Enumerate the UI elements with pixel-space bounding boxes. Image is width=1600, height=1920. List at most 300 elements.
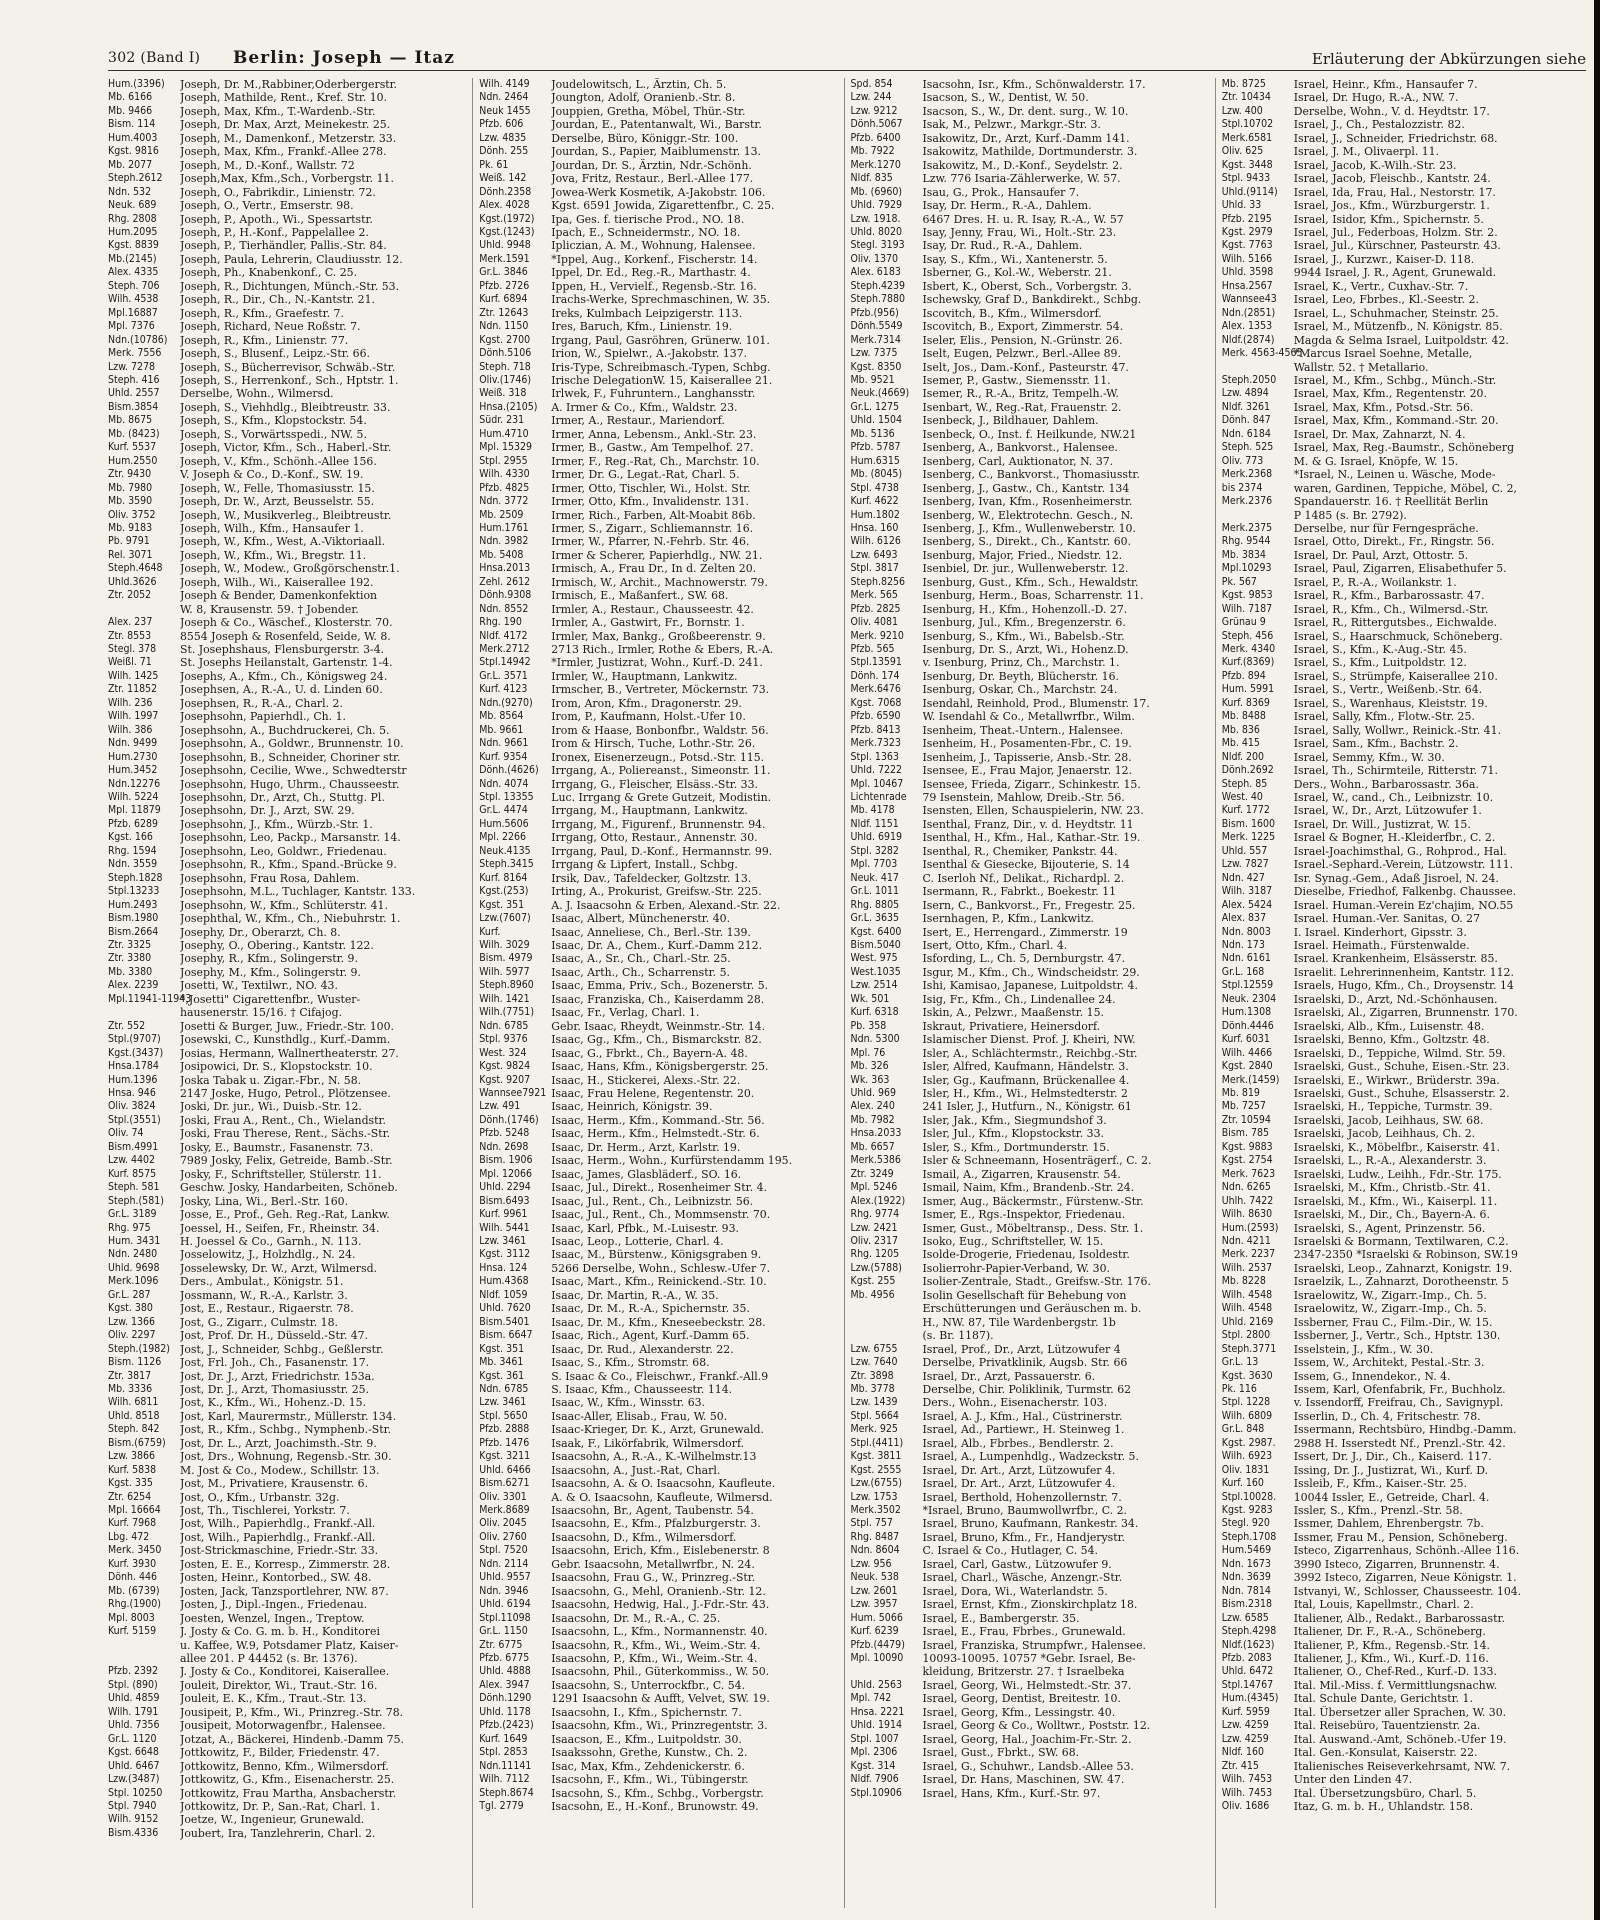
entry-text: Jottkowitz, Dr. P., San.-Rat, Charl. 1. xyxy=(180,1800,381,1813)
phone-exchange-code: Lzw.(5788) xyxy=(850,1261,902,1274)
entry-text: Isler, Gg., Kaufmann, Brückenallee 4. xyxy=(922,1073,1130,1087)
directory-entry xyxy=(851,1248,1211,1261)
directory-entry xyxy=(479,91,839,104)
entry-text: Irmer, Rich., Farben, Alt-Moabit 86b. xyxy=(551,508,756,522)
phone-exchange-code: Kgst. 2754 xyxy=(1221,1154,1273,1167)
phone-exchange-code: Lzw. 4894 xyxy=(1221,387,1269,400)
entry-text: Isr. Synag.-Gem., Adaß Jisroel, N. 24. xyxy=(1293,871,1499,885)
phone-exchange-code: Ndn. 9661 xyxy=(479,737,529,750)
directory-entry xyxy=(479,1423,839,1436)
phone-exchange-code: Wilh. 3029 xyxy=(479,939,530,951)
entry-text: Jost, Th., Tischlerei, Yorkstr. 7. xyxy=(180,1504,350,1518)
phone-exchange-code: Pfzb. 2825 xyxy=(850,602,901,615)
phone-exchange-code: Mb. 6657 xyxy=(850,1140,895,1153)
phone-exchange-code: Wilh. 5224 xyxy=(108,791,159,804)
phone-exchange-code: Kgst. 9283 xyxy=(1221,1504,1273,1517)
phone-exchange-code: Lzw. 7375 xyxy=(850,347,898,360)
phone-exchange-code: Stpl. 3817 xyxy=(850,562,899,575)
entry-text: Isak, M., Pelzwr., Markgr.-Str. 3. xyxy=(922,118,1101,132)
entry-text: Joska Tabak u. Zigar.-Fbr., N. 58. xyxy=(180,1073,362,1087)
phone-exchange-code: Ndn. 6265 xyxy=(1221,1181,1271,1194)
entry-text: Isensee, Frieda, Zigarr., Schinkestr. 15. xyxy=(922,777,1141,791)
directory-entry xyxy=(479,132,839,145)
phone-exchange-code: Stpl. 1363 xyxy=(850,750,899,763)
directory-entry xyxy=(108,522,468,535)
phone-exchange-code: Hum.4368 xyxy=(479,1275,529,1288)
entry-text: Joseph, Ph., Knabenkonf., C. 25. xyxy=(180,266,358,280)
entry-text: Italiener, P., Kfm., Regensb.-Str. 14. xyxy=(1293,1638,1490,1652)
directory-entry xyxy=(1222,831,1582,844)
phone-exchange-code: Uhld. 9698 xyxy=(108,1261,160,1274)
phone-exchange-code: Kgst. 2700 xyxy=(479,333,531,346)
directory-entry xyxy=(479,804,839,817)
phone-exchange-code: Merk. 4563-4565 xyxy=(1221,347,1303,360)
entry-text: 8554 Joseph & Rosenfeld, Seide, W. 8. xyxy=(180,629,391,643)
entry-text: 241 Isler, J., Hutfurn., N., Königstr. 61 xyxy=(922,1100,1132,1114)
directory-entry xyxy=(1222,387,1582,400)
entry-text: Ismer, Aug., Bäckermstr., Fürstenw.-Str. xyxy=(922,1194,1144,1208)
entry-text: Israelski, Jacob, Leihhaus, Ch. 2. xyxy=(1293,1127,1476,1141)
directory-entry xyxy=(851,831,1211,844)
entry-text: W. 8, Krausenstr. 59. † Jobender. xyxy=(180,602,359,616)
entry-text: Issermann, Rechtsbüro, Hindbg.-Damm. xyxy=(1293,1423,1517,1437)
directory-entry xyxy=(479,428,839,441)
phone-exchange-code xyxy=(108,1006,180,1019)
directory-entry xyxy=(851,1181,1211,1194)
entry-text: Josephsohn, W., Kfm., Schlüterstr. 41. xyxy=(180,898,388,912)
directory-entry xyxy=(108,172,468,185)
directory-entry xyxy=(851,213,1211,226)
entry-text: Issleib, F., Kfm., Kaiser.-Str. 25. xyxy=(1293,1477,1468,1491)
phone-exchange-code: Hum.1802 xyxy=(850,508,900,521)
entry-text: Italiener, O., Chef-Red., Kurf.-D. 133. xyxy=(1293,1665,1497,1679)
entry-text: Isaac, Albert, Münchenerstr. 40. xyxy=(551,912,731,926)
entry-text: Israel, Georg, Dentist, Breitestr. 10. xyxy=(922,1692,1121,1706)
entry-text: Isenburg, Herm., Boas, Scharrenstr. 11. xyxy=(922,589,1144,603)
phone-exchange-code: West. 324 xyxy=(479,1046,527,1059)
directory-entry xyxy=(1222,643,1582,656)
directory-entry xyxy=(108,293,468,306)
directory-entry xyxy=(851,1706,1211,1719)
entry-text: J. Josty & Co., Konditorei, Kaiserallee. xyxy=(180,1665,390,1679)
entry-text: Isler, Jak., Kfm., Siegmundshof 3. xyxy=(922,1113,1107,1127)
entry-text: Irmisch, E., Maßanfert., SW. 68. xyxy=(551,589,729,603)
phone-exchange-code: Wannsee43 xyxy=(1221,293,1277,306)
entry-text: Joseph, Max, Kfm., Frankf.-Allee 278. xyxy=(180,145,387,159)
phone-exchange-code: Stpl.10702 xyxy=(1221,118,1274,131)
directory-entry xyxy=(1222,952,1582,965)
directory-entry xyxy=(851,253,1211,266)
directory-entry xyxy=(479,697,839,710)
entry-text: Israelski, Leop., Zahnarzt, Konigstr. 19. xyxy=(1293,1261,1513,1275)
phone-exchange-code: Ndn. 173 xyxy=(1221,939,1265,951)
directory-entry xyxy=(479,1100,839,1113)
phone-exchange-code: Ndn. 3946 xyxy=(479,1584,529,1597)
directory-entry xyxy=(479,1020,839,1033)
entry-text: Israel. Human.-Verein Ez'chajim, NO.55 xyxy=(1293,898,1514,912)
entry-text: Israel, R., Kfm., Ch., Wilmersd.-Str. xyxy=(1293,602,1489,616)
phone-exchange-code: Dönh. 847 xyxy=(1221,414,1271,427)
phone-exchange-code: Steph.(581) xyxy=(108,1194,164,1207)
directory-entry xyxy=(108,1598,468,1611)
phone-exchange-code: Mb. (8045) xyxy=(850,468,903,481)
directory-entry xyxy=(108,1114,468,1127)
directory-entry xyxy=(851,1544,1211,1557)
directory-entry xyxy=(479,1464,839,1477)
entry-text: Jottkowitz, Frau Martha, Ansbacherstr. xyxy=(180,1786,397,1800)
entry-text: Israelski, Gust., Schuhe, Elsasserstr. 2. xyxy=(1293,1086,1510,1100)
directory-entry xyxy=(1222,697,1582,710)
entry-text: Joseph, S., Vorwärtsspedi., NW. 5. xyxy=(180,427,367,441)
entry-text: Isler, S., Kfm., Dortmunderstr. 15. xyxy=(922,1140,1110,1154)
entry-text: C. Israel & Co., Hutlager, C. 54. xyxy=(922,1544,1098,1558)
directory-entry xyxy=(479,562,839,575)
entry-text: Israelski, L., R.-A., Alexanderstr. 3. xyxy=(1293,1154,1487,1168)
directory-entry xyxy=(108,993,468,1006)
directory-entry xyxy=(851,1222,1211,1235)
entry-text: A. & O. Isaacsohn, Kaufleute, Wilmersd. xyxy=(551,1490,773,1504)
abbreviation-note: Erläuterung der Abkürzungen siehe xyxy=(1311,50,1586,68)
entry-text: Israel & Bogner, H.-Kleiderfbr., C. 2. xyxy=(1293,831,1496,845)
phone-exchange-code: Kgst. 2840 xyxy=(1221,1060,1273,1073)
directory-entry xyxy=(851,683,1211,696)
directory-entry xyxy=(851,1074,1211,1087)
entry-text: Isakowitz, Mathilde, Dortmunderstr. 3. xyxy=(922,145,1138,159)
phone-exchange-code: Lzw. 491 xyxy=(479,1100,521,1113)
directory-entry xyxy=(851,858,1211,871)
phone-exchange-code: Ztr. 3817 xyxy=(108,1369,152,1382)
directory-entry xyxy=(1222,1114,1582,1127)
phone-exchange-code: Gr.L. 1150 xyxy=(479,1625,528,1638)
directory-entry xyxy=(479,1410,839,1423)
entry-text: Isteco, Zigarrenhaus, Schönh.-Allee 116. xyxy=(1293,1544,1520,1558)
directory-entry xyxy=(1222,872,1582,885)
phone-exchange-code: Stpl. 5664 xyxy=(850,1409,899,1422)
entry-text: Joseph, Wilh., Kfm., Hansaufer 1. xyxy=(180,521,364,535)
phone-exchange-code: Hnsa.2567 xyxy=(1221,279,1273,292)
directory-entry xyxy=(108,1746,468,1759)
phone-exchange-code: Ndn. 6184 xyxy=(1221,427,1271,440)
entry-text: 2147 Joske, Hugo, Petrol., Plötzensee. xyxy=(180,1086,391,1100)
phone-exchange-code: Mpl. 742 xyxy=(850,1692,892,1705)
entry-text: Isaac, W., Kfm., Winsstr. 63. xyxy=(551,1396,706,1410)
directory-entry xyxy=(1222,818,1582,831)
entry-text: Josephsohn, Leo, Goldwr., Friedenau. xyxy=(180,844,387,858)
phone-exchange-code: Wilh. 9152 xyxy=(108,1813,159,1826)
phone-exchange-code: Kurf. 6318 xyxy=(850,1006,899,1019)
directory-entry xyxy=(108,630,468,643)
entry-text: Isaakssohn, Grethe, Kunstw., Ch. 2. xyxy=(551,1746,748,1760)
entry-text: Jotzat, A., Bäckerei, Hindenb.-Damm 75. xyxy=(180,1732,404,1746)
entry-text: Isaacsohn, L., Kfm., Normannenstr. 40. xyxy=(551,1625,768,1639)
phone-exchange-code: Mb. 3778 xyxy=(850,1382,895,1395)
entry-text: Irrgang, A., Poliereanst., Simeonstr. 11. xyxy=(551,764,771,778)
phone-exchange-code: Wilh. 1421 xyxy=(479,992,530,1005)
entry-text: Ironex, Eisenerzeugn., Potsd.-Str. 115. xyxy=(551,750,765,764)
phone-exchange-code: Steph.1828 xyxy=(108,871,163,884)
phone-exchange-code: Neuk. 538 xyxy=(850,1571,899,1584)
directory-entry xyxy=(108,1074,468,1087)
phone-exchange-code: Rhg. 975 xyxy=(108,1221,151,1234)
phone-exchange-code: Ndn. 6785 xyxy=(479,1019,529,1032)
entry-text: Josephsen, A., R.-A., U. d. Linden 60. xyxy=(180,683,383,697)
entry-text: (s. Br. 1187). xyxy=(922,1329,994,1343)
phone-exchange-code: Lzw. 3461 xyxy=(479,1234,527,1247)
entry-text: Israelski, H., Teppiche, Turmstr. 39. xyxy=(1293,1100,1493,1114)
entry-text: Isaacsohn, Kfm., Wi., Prinzregentstr. 3. xyxy=(551,1719,768,1733)
directory-entry xyxy=(851,1410,1211,1423)
entry-text: Ital. Übersetzungsbüro, Charl. 5. xyxy=(1293,1786,1477,1800)
directory-entry xyxy=(1222,293,1582,306)
entry-text: Israel, W., cand., Ch., Leibnizstr. 10. xyxy=(1293,791,1494,805)
entry-text: Irmler, Max, Bankg., Großbeerenstr. 9. xyxy=(551,629,766,643)
phone-exchange-code: Wilh. 1997 xyxy=(108,710,159,723)
directory-entry xyxy=(479,213,839,226)
phone-exchange-code: Gr.L. 1011 xyxy=(850,885,900,898)
entry-text: Isler, H., Kfm., Wi., Helmstedterstr. 2 xyxy=(922,1086,1128,1100)
entry-text: Issem, Karl, Ofenfabrik, Fr., Buchholz. xyxy=(1293,1382,1506,1396)
directory-entry xyxy=(851,764,1211,777)
phone-exchange-code: Neuk. 2304 xyxy=(1221,992,1277,1005)
phone-exchange-code: Dönh. 446 xyxy=(108,1571,158,1584)
entry-text: Unter den Linden 47. xyxy=(1293,1773,1413,1787)
entry-text: Isaac-Aller, Elisab., Frau, W. 50. xyxy=(551,1409,728,1423)
phone-exchange-code: Dönh.4446 xyxy=(1221,1019,1274,1032)
entry-text: Israel, Georg, Kfm., Lessingstr. 40. xyxy=(922,1705,1116,1719)
directory-entry xyxy=(851,576,1211,589)
directory-entry xyxy=(1222,239,1582,252)
directory-entry xyxy=(851,387,1211,400)
entry-text: Israel, M., Kfm., Schbg., Münch.-Str. xyxy=(1293,373,1497,387)
entry-text: Josselowitz, J., Holzhdlg., N. 24. xyxy=(180,1248,356,1262)
entry-text: Josky, Lina, Wi., Berl.-Str. 160. xyxy=(180,1194,349,1208)
directory-entry xyxy=(479,387,839,400)
directory-entry xyxy=(1222,1423,1582,1436)
directory-entry xyxy=(1222,105,1582,118)
entry-text: Isenthal & Giesecke, Bijouterie, S. 14 xyxy=(922,858,1130,872)
entry-text: Iselt, Jos., Dam.-Konf., Pasteurstr. 47. xyxy=(922,360,1129,374)
directory-entry xyxy=(851,872,1211,885)
phone-exchange-code: Hum.(3396) xyxy=(108,78,165,90)
entry-text: Israel, Dr. Will., Justizrat, W. 15. xyxy=(1293,817,1471,831)
phone-exchange-code: Alex. 6183 xyxy=(850,266,901,279)
entry-text: Joseph, O., Fabrikdir., Linienstr. 72. xyxy=(180,185,376,199)
phone-exchange-code: Lzw. 4402 xyxy=(108,1154,156,1167)
phone-exchange-code: Ztr. 12643 xyxy=(479,306,529,319)
phone-exchange-code: Merk. 7623 xyxy=(1221,1167,1276,1180)
entry-text: Ital. Mil.-Miss. f. Vermittlungsnachw. xyxy=(1293,1678,1498,1692)
phone-exchange-code: Mpl. 11879 xyxy=(108,804,161,817)
directory-entry xyxy=(108,656,468,669)
directory-entry xyxy=(851,1558,1211,1571)
directory-entry xyxy=(479,1477,839,1490)
entry-text: Israel, S., Kfm., K.-Aug.-Str. 45. xyxy=(1293,643,1467,657)
entry-text: Isaac, Dr. Martin, R.-A., W. 35. xyxy=(551,1288,719,1302)
entry-text: Israel, Ad., Partiewr., H. Steinweg 1. xyxy=(922,1423,1125,1437)
phone-exchange-code: Merk.5386 xyxy=(850,1154,901,1167)
phone-exchange-code: Oliv. 2317 xyxy=(850,1234,898,1247)
phone-exchange-code: Hnsa.2033 xyxy=(850,1127,902,1140)
directory-entry xyxy=(479,710,839,723)
directory-entry xyxy=(108,1787,468,1800)
entry-text: Isaac, Heinrich, Königstr. 39. xyxy=(551,1100,713,1114)
directory-entry xyxy=(108,226,468,239)
directory-entry xyxy=(851,630,1211,643)
entry-text: Isaac, G., Fbrkt., Ch., Bayern-A. 48. xyxy=(551,1046,748,1060)
phone-exchange-code: Neuk 1455 xyxy=(479,104,531,117)
entry-text: Israelski, M., Dir., Ch., Bayern-A. 6. xyxy=(1293,1208,1490,1222)
directory-entry xyxy=(108,347,468,360)
directory-entry xyxy=(479,1127,839,1140)
entry-text: Jost, Dr. J., Arzt, Thomasiusstr. 25. xyxy=(180,1382,370,1396)
directory-entry xyxy=(108,145,468,158)
phone-exchange-code: Lichtenrade xyxy=(850,791,907,804)
phone-exchange-code: Uhld. 2557 xyxy=(108,387,160,400)
phone-exchange-code: Nldf. 835 xyxy=(850,172,893,185)
entry-text: Irom, Aron, Kfm., Dragonerstr. 29. xyxy=(551,696,742,710)
directory-entry xyxy=(851,172,1211,185)
directory-entry xyxy=(479,1706,839,1719)
phone-exchange-code: Wilh. 4548 xyxy=(1221,1288,1273,1301)
entry-text: Josephsohn, Leo, Packp., Marsanstr. 14. xyxy=(180,831,401,845)
entry-text: Israelski, E., Wirkwr., Brüderstr. 39a. xyxy=(1293,1073,1500,1087)
entry-text: Josias, Hermann, Wallnertheaterstr. 27. xyxy=(180,1046,399,1060)
entry-text: Joseph, P., Apoth., Wi., Spessartstr. xyxy=(180,212,373,226)
directory-entry xyxy=(108,1275,468,1288)
entry-text: Jottkowitz, Benno, Kfm., Wilmersdorf. xyxy=(180,1759,389,1773)
directory-entry xyxy=(851,1141,1211,1154)
directory-entry xyxy=(1222,1370,1582,1383)
entry-text: Isaac, Dr. M., R.-A., Spichernstr. 35. xyxy=(551,1302,750,1316)
phone-exchange-code: Pfzb. 565 xyxy=(850,643,895,656)
entry-text: 3990 Isteco, Zigarren, Brunnenstr. 4. xyxy=(1293,1557,1500,1571)
entry-text: Josephy, M., Kfm., Solingerstr. 9. xyxy=(180,965,361,979)
directory-entry xyxy=(851,1087,1211,1100)
entry-text: Isaacsohn, Frau G., W., Prinzreg.-Str. xyxy=(551,1571,756,1585)
entry-text: Jourdan, S., Papier, Maiblumenstr. 13. xyxy=(551,145,762,159)
entry-text: Israel, Bruno, Kfm., Fr., Handjerystr. xyxy=(922,1530,1126,1544)
entry-text: Irom, P., Kaufmann, Holst.-Ufer 10. xyxy=(551,710,746,724)
entry-text: Ital. Gen.-Konsulat, Kaiserstr. 22. xyxy=(1293,1746,1478,1760)
directory-entry xyxy=(479,1141,839,1154)
directory-entry xyxy=(1222,737,1582,750)
phone-exchange-code: Wilh. 3187 xyxy=(1221,885,1273,898)
entry-text: Isenberg, W., Elektrotechn. Gesch., N. xyxy=(922,508,1134,522)
directory-entry xyxy=(108,1168,468,1181)
phone-exchange-code: Lzw. 2514 xyxy=(850,979,898,992)
entry-text: Israel, Th., Schirmteile, Ritterstr. 71. xyxy=(1293,764,1498,778)
entry-text: Ders., Wohn., Eisenacherstr. 103. xyxy=(922,1396,1108,1410)
directory-entry xyxy=(108,710,468,723)
entry-text: Josten, Jack, Tanzsportlehrer, NW. 87. xyxy=(180,1584,389,1598)
directory-entry xyxy=(851,1639,1211,1652)
phone-exchange-code: Kgst. 351 xyxy=(479,1342,525,1355)
entry-text: A. Irmer & Co., Kfm., Waldstr. 23. xyxy=(551,400,738,414)
entry-text: Isert, E., Herrengard., Zimmerstr. 19 xyxy=(922,925,1128,939)
entry-text: Isaac, A., Sr., Ch., Charl.-Str. 25. xyxy=(551,952,731,966)
phone-exchange-code: Stpl.(9707) xyxy=(108,1033,161,1046)
entry-text: Joseph & Co., Wäschef., Klosterstr. 70. xyxy=(180,616,393,630)
directory-entry xyxy=(851,993,1211,1006)
phone-exchange-code: Steph.3771 xyxy=(1221,1342,1277,1355)
phone-exchange-code: Ndn. 6161 xyxy=(1221,952,1271,965)
directory-entry xyxy=(851,320,1211,333)
directory-entry xyxy=(1222,1531,1582,1544)
phone-exchange-code: Mpl. 76 xyxy=(850,1046,886,1059)
directory-entry xyxy=(851,495,1211,508)
phone-exchange-code: Mb. 2077 xyxy=(108,158,153,171)
phone-exchange-code: Tgl. 2779 xyxy=(479,1800,524,1812)
directory-entry xyxy=(851,1275,1211,1288)
entry-text: Joseph, W., Kfm., West, A.-Viktoriaall. xyxy=(180,535,386,549)
entry-text: Isaac, Dr. M., Kfm., Kneseebeckstr. 28. xyxy=(551,1315,766,1329)
entry-text: *Israel, Bruno, Baumwollwrfbr., C. 2. xyxy=(922,1504,1127,1518)
directory-entry xyxy=(1222,589,1582,602)
phone-exchange-code: Steph. 416 xyxy=(108,373,160,386)
phone-exchange-code: Nldf. 4172 xyxy=(479,629,528,642)
phone-exchange-code: Hum.2730 xyxy=(108,750,158,763)
phone-exchange-code: Ztr. 3898 xyxy=(850,1369,894,1382)
phone-exchange-code: Kurf. 1772 xyxy=(1221,804,1270,817)
entry-text: Israel, Sally, Wollwr., Reinick.-Str. 41. xyxy=(1293,723,1501,737)
phone-exchange-code: Kgst. 351 xyxy=(479,898,525,911)
phone-exchange-code: Lzw. 956 xyxy=(850,1557,892,1570)
entry-text: Isacsohn, Isr., Kfm., Schönwalderstr. 17. xyxy=(922,78,1146,91)
entry-text: Isenburg, Dr. S., Arzt, Wi., Hohenz.D. xyxy=(922,643,1129,657)
entry-text: Josselewsky, Dr. W., Arzt, Wilmersd. xyxy=(180,1261,378,1275)
entry-text: Israel. Human.-Ver. Sanitas, O. 27 xyxy=(1293,912,1481,926)
phone-exchange-code: Mb. 4956 xyxy=(850,1288,895,1301)
phone-exchange-code: Ndn. 9499 xyxy=(108,737,158,750)
entry-text: St. Josephs Heilanstalt, Gartenstr. 1-4. xyxy=(180,656,393,670)
directory-entry xyxy=(108,280,468,293)
entry-text: Isenberg, C., Bankvorst., Thomasiusstr. xyxy=(922,468,1140,482)
directory-entry xyxy=(1222,320,1582,333)
directory-entry xyxy=(479,858,839,871)
phone-exchange-code: Oliv. 1686 xyxy=(1221,1800,1270,1812)
entry-text: Josephsohn, J., Kfm., Würzb.-Str. 1. xyxy=(180,817,373,831)
directory-entry xyxy=(479,253,839,266)
phone-exchange-code: Mb. 5136 xyxy=(850,427,895,440)
directory-entry xyxy=(108,266,468,279)
directory-entry xyxy=(1222,401,1582,414)
entry-text: Israel, Max, Reg.-Baumstr., Schöneberg xyxy=(1293,441,1515,455)
directory-entry xyxy=(108,1517,468,1530)
phone-exchange-code: Oliv. 773 xyxy=(1221,454,1264,467)
phone-exchange-code: Wilh.(7751) xyxy=(479,1006,535,1019)
directory-entry xyxy=(108,1020,468,1033)
directory-entry xyxy=(851,401,1211,414)
directory-entry xyxy=(108,562,468,575)
directory-entry xyxy=(1222,1652,1582,1665)
directory-entry xyxy=(479,1222,839,1235)
phone-exchange-code: Bism.3854 xyxy=(108,400,159,413)
phone-exchange-code: Ztr. 3380 xyxy=(108,952,152,965)
phone-exchange-code: Stpl.10906 xyxy=(850,1786,902,1799)
entry-text: H. Joessel & Co., Garnh., N. 113. xyxy=(180,1234,362,1248)
entry-text: Joseph, O., Vertr., Emserstr. 98. xyxy=(180,199,354,213)
phone-exchange-code: Stpl. (890) xyxy=(108,1678,158,1691)
entry-text: 5266 Derselbe, Wohn., Schlesw.-Ufer 7. xyxy=(551,1261,771,1275)
entry-text: Jourdan, E., Patentanwalt, Wi., Barstr. xyxy=(551,118,762,132)
phone-exchange-code: Merk. 4340 xyxy=(1221,643,1276,656)
phone-exchange-code: Südr. 231 xyxy=(479,414,525,427)
directory-entry xyxy=(479,1356,839,1369)
phone-exchange-code: Mb. 9466 xyxy=(108,104,153,117)
entry-text: Jowea-Werk Kosmetik, A-Jakobstr. 106. xyxy=(551,185,766,199)
entry-text: Joseph & Bender, Damenkonfektion xyxy=(180,589,378,603)
phone-exchange-code: Wilh. 4538 xyxy=(108,293,159,306)
